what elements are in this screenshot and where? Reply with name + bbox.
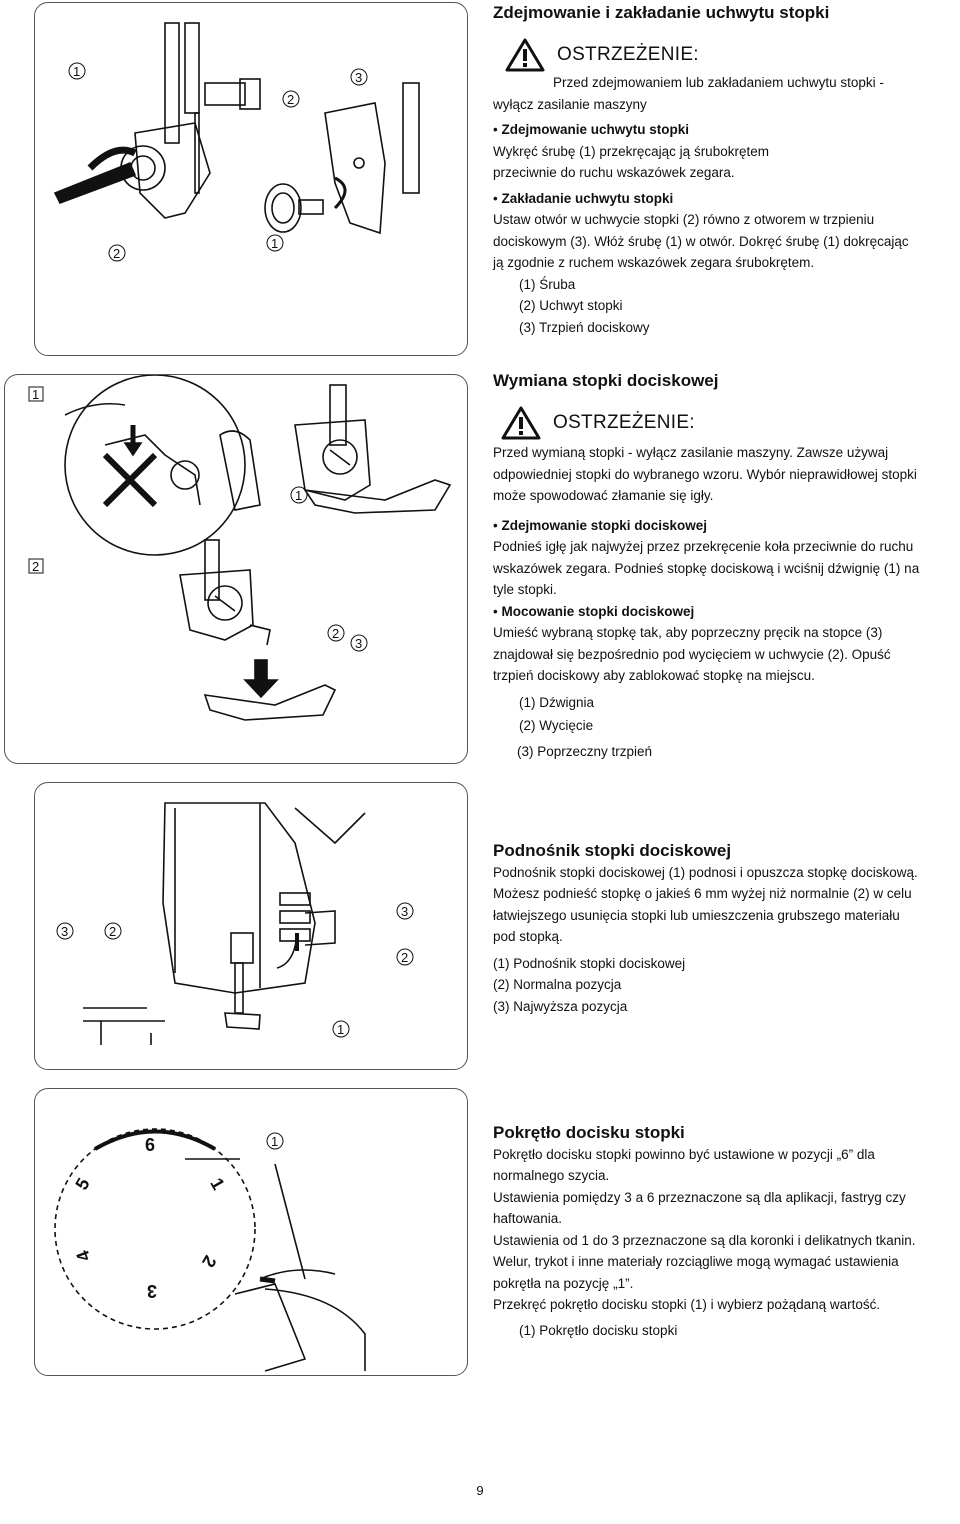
- part-label: (3) Poprzeczny trzpień: [517, 743, 653, 759]
- bullet-heading: • Zakładanie uchwytu stopki: [493, 188, 955, 210]
- dial-number: 3: [146, 1281, 157, 1301]
- fig-box-label: 2: [32, 559, 40, 574]
- warning-text: Przed wymianą stopki - wyłącz zasilanie maszyny. Zawsze używaj: [493, 445, 889, 460]
- body-text: Możesz podnieść stopkę o jakieś 6 mm wyżej niż normalnie (2) w celu: [493, 886, 912, 901]
- figure-presser-foot: [4, 374, 468, 764]
- warning-block: [493, 38, 955, 72]
- fig-label: 1: [337, 1022, 345, 1037]
- dial-number: 6: [145, 1135, 156, 1155]
- warning-text: może spowodować złamanie się igły.: [493, 488, 714, 503]
- part-label: (1) Pokrętło docisku stopki: [519, 1322, 678, 1338]
- warning-title: OSTRZEŻENIE:: [557, 44, 699, 66]
- body-text: pod stopką.: [493, 929, 563, 944]
- body-text: ją zgodnie z ruchem wskazówek zegara śrubokrętem.: [493, 255, 815, 270]
- fig-label: 3: [355, 70, 363, 85]
- section-presser-foot: [493, 370, 957, 762]
- part-label: (2) Normalna pozycja: [493, 977, 622, 992]
- body-text: Ustaw otwór w uchwycie stopki (2) równo z otworem w trzpieniu: [493, 212, 875, 227]
- warning-text: odpowiedniej stopki do wybranego wzoru. Wybór nieprawidłowej stopki: [493, 466, 917, 482]
- warning-block: [493, 406, 957, 440]
- fig-label: 2: [109, 924, 117, 939]
- page-number: 9: [476, 1483, 484, 1498]
- body-text: Ustawienia od 1 do 3 przeznaczone są dla koronki i delikatnych tkanin.: [493, 1232, 916, 1248]
- section-foot-holder: [493, 0, 955, 338]
- dial-number: 2: [197, 1252, 221, 1271]
- fig-label: 2: [401, 950, 409, 965]
- pressure-dial-illustration: [35, 1089, 467, 1375]
- fig-label: 1: [295, 488, 303, 503]
- body-text: łatwiejszego usunięcia stopki lub umieszczenia grubszego materiału: [493, 907, 900, 923]
- fig-label: 2: [113, 246, 121, 261]
- part-label: (2) Wycięcie: [519, 718, 594, 733]
- fig-label: 1: [271, 1134, 279, 1149]
- body-text: Wykręć śrubę (1) przekręcając ją śrubokrętem: [493, 143, 769, 159]
- body-text: trzpień dociskowy aby zablokować stopkę na miejscu.: [493, 668, 815, 683]
- body-text: Umieść wybraną stopkę tak, aby poprzeczny pręcik na stopce (3): [493, 625, 883, 640]
- body-text: dociskowym (3). Włóż śrubę (1) w otwór. Dokręć śrubę (1) dokręcając: [493, 233, 909, 249]
- fig-label: 1: [73, 64, 81, 79]
- body-text: Podnośnik stopki dociskowej (1) podnosi i opuszcza stopkę dociskową.: [493, 864, 918, 880]
- body-text: wskazówek zegara. Podnieś stopkę dociskową i wciśnij dźwignię (1) na: [493, 560, 920, 576]
- body-text: Welur, trykot i inne materiały rozciągliwe mogą wymagać ustawienia: [493, 1254, 899, 1269]
- section-title: Zdejmowanie i zakładanie uchwytu stopki: [493, 3, 830, 22]
- presser-foot-illustration: [5, 375, 467, 763]
- body-text: haftowania.: [493, 1211, 563, 1226]
- figure-foot-holder: [34, 2, 468, 356]
- figure-pressure-dial: [34, 1088, 468, 1376]
- body-text: znajdował się bezpośrednio pod wycięciem w uchwycie (2). Opuść: [493, 646, 891, 662]
- part-label: (2) Uchwyt stopki: [519, 298, 623, 313]
- part-label: (3) Najwyższa pozycja: [493, 998, 628, 1014]
- part-label: (3) Trzpień dociskowy: [519, 319, 650, 335]
- warning-icon: [501, 406, 541, 440]
- dial-number: 4: [72, 1247, 95, 1265]
- bullet-heading: • Zdejmowanie stopki dociskowej: [493, 515, 957, 537]
- warning-text: wyłącz zasilanie maszyny: [493, 96, 647, 112]
- part-label: (1) Dźwignia: [519, 694, 595, 710]
- section-pressure-dial: [493, 1122, 957, 1341]
- bullet-heading: • Mocowanie stopki dociskowej: [493, 601, 957, 623]
- body-text: normalnego szycia.: [493, 1168, 610, 1183]
- body-text: Przekręć pokrętło docisku stopki (1) i wybierz pożądaną wartość.: [493, 1297, 881, 1312]
- warning-icon: [505, 38, 545, 72]
- body-text: Ustawienia pomiędzy 3 a 6 przeznaczone są dla aplikacji, fastryg czy: [493, 1189, 906, 1205]
- fig-label: 2: [287, 92, 295, 107]
- part-label: (1) Podnośnik stopki dociskowej: [493, 955, 686, 971]
- body-text: tyle stopki.: [493, 582, 557, 597]
- part-label: (1) Śruba: [519, 276, 576, 292]
- section-presser-lifter: [493, 840, 957, 1017]
- fig-label: 1: [271, 236, 279, 251]
- body-text: pokrętła na pozycję „1”.: [493, 1275, 634, 1291]
- foot-holder-illustration: [35, 3, 467, 355]
- dial-number: 5: [71, 1174, 94, 1194]
- warning-text: Przed zdejmowaniem lub zakładaniem uchwytu stopki -: [553, 75, 884, 90]
- fig-box-label: 1: [32, 387, 40, 402]
- figure-presser-lifter: [34, 782, 468, 1070]
- warning-title: OSTRZEŻENIE:: [553, 412, 695, 434]
- section-title: Pokrętło docisku stopki: [493, 1123, 685, 1142]
- section-title: Wymiana stopki dociskowej: [493, 371, 719, 390]
- presser-lifter-illustration: [35, 783, 467, 1069]
- body-text: przeciwnie do ruchu wskazówek zegara.: [493, 165, 735, 180]
- fig-label: 3: [355, 636, 363, 651]
- section-title: Podnośnik stopki dociskowej: [493, 841, 732, 860]
- body-text: Podnieś igłę jak najwyżej przez przekręcenie koła przeciwnie do ruchu: [493, 539, 914, 554]
- fig-label: 3: [61, 924, 69, 939]
- bullet-heading: • Zdejmowanie uchwytu stopki: [493, 119, 955, 141]
- dial-number: 1: [206, 1174, 229, 1194]
- fig-label: 3: [401, 904, 409, 919]
- fig-label: 2: [332, 626, 340, 641]
- body-text: Pokrętło docisku stopki powinno być ustawione w pozycji „6” dla: [493, 1146, 875, 1162]
